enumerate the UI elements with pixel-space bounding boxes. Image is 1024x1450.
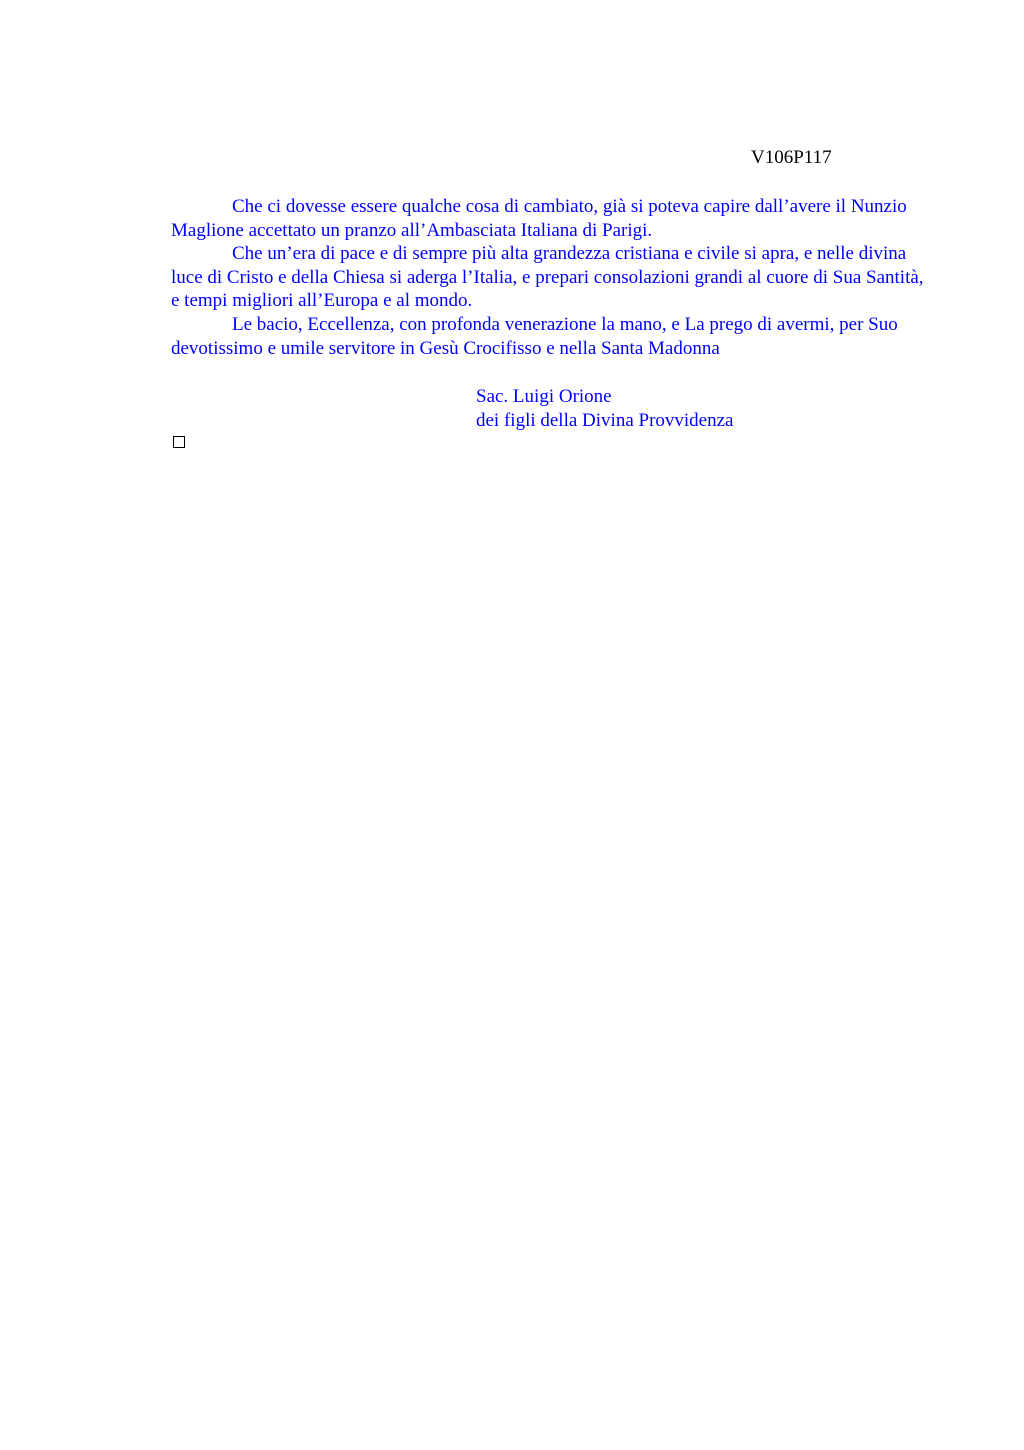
empty-square-icon — [173, 436, 185, 448]
signature-affiliation: dei figli della Divina Provvidenza — [476, 409, 734, 431]
signature-block — [476, 385, 733, 432]
paragraph-2: Che un’era di pace e di sempre più alta grandezza cristiana e civile si apra, e nelle divina luce di Cristo e della Chiesa si aderga l’Italia, e prepari consolazioni grandi al cuore di Sua Santità, e tempi migliori all’Europa e al mondo. — [171, 243, 924, 312]
paragraph-1: Che ci dovesse essere qualche cosa di cambiato, già si poteva capire dall’avere il Nunzio Maglione accettato un pranzo all’Ambasciata Italiana di Parigi. — [171, 196, 907, 241]
letter-body — [171, 195, 931, 360]
paragraph-3: Le bacio, Eccellenza, con profonda venerazione la mano, e La prego di avermi, per Suo devotissimo e umile servitore in Gesù Crocifisso e nella Santa Madonna — [171, 313, 898, 359]
signature-name: Sac. Luigi Orione — [476, 386, 612, 407]
page-code: V106P117 — [751, 147, 832, 168]
